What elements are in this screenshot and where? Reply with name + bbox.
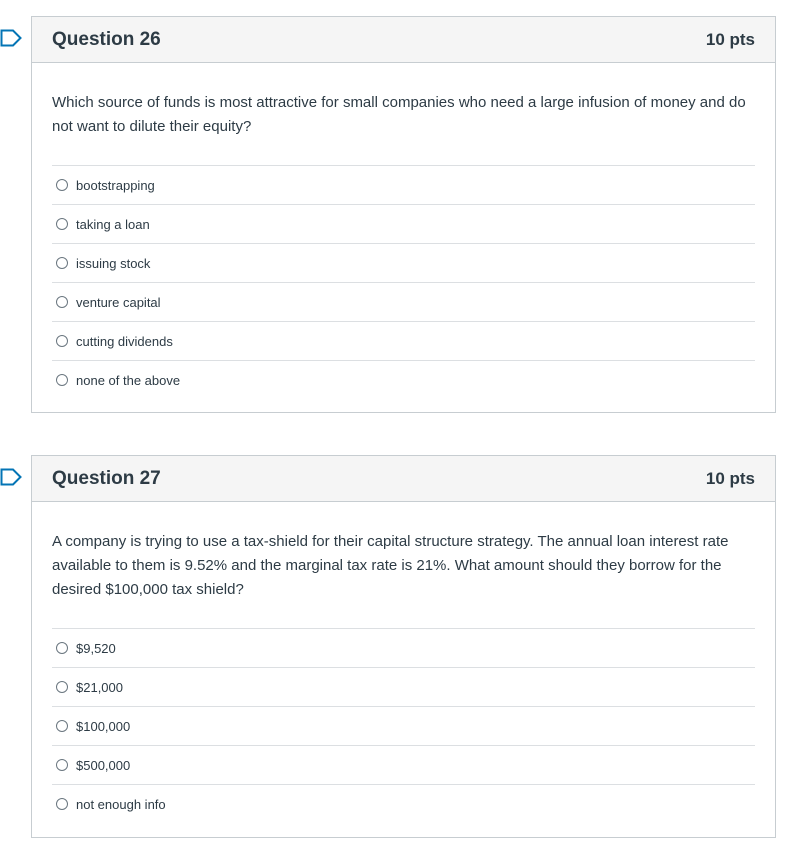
answer-option[interactable] <box>52 784 755 823</box>
radio-unchecked-icon[interactable] <box>56 179 68 191</box>
question-header <box>32 456 775 502</box>
answer-option[interactable] <box>52 706 755 745</box>
answer-label[interactable]: venture capital <box>76 294 161 310</box>
question-27-card <box>31 455 776 838</box>
radio-unchecked-icon[interactable] <box>56 374 68 386</box>
radio-unchecked-icon[interactable] <box>56 798 68 810</box>
radio-unchecked-icon[interactable] <box>56 257 68 269</box>
answer-option[interactable] <box>52 360 755 399</box>
answer-option[interactable] <box>52 204 755 243</box>
question-points: 10 pts <box>705 29 755 49</box>
flag-question-icon[interactable] <box>0 29 22 47</box>
answer-label[interactable]: cutting dividends <box>76 333 173 349</box>
radio-unchecked-icon[interactable] <box>56 296 68 308</box>
flag-question-icon[interactable] <box>0 468 22 486</box>
answer-label[interactable]: issuing stock <box>76 255 151 271</box>
answer-option[interactable] <box>52 282 755 321</box>
answer-label[interactable]: $21,000 <box>76 679 123 695</box>
question-text: A company is trying to use a tax-shield for their capital structure strategy. The annual loan interest rate available to them is 9.52% and the marginal tax rate is 21%. What amount should they borrow for the desired $100,000 tax shield? <box>52 533 729 598</box>
answer-label[interactable]: not enough info <box>76 796 166 812</box>
radio-unchecked-icon[interactable] <box>56 218 68 230</box>
radio-unchecked-icon[interactable] <box>56 642 68 654</box>
answer-option[interactable] <box>52 165 755 204</box>
question-26-card <box>31 16 776 413</box>
question-title: Question 27 <box>52 467 161 489</box>
question-points: 10 pts <box>705 468 755 488</box>
radio-unchecked-icon[interactable] <box>56 759 68 771</box>
answer-option[interactable] <box>52 628 755 667</box>
radio-unchecked-icon[interactable] <box>56 335 68 347</box>
answer-option[interactable] <box>52 667 755 706</box>
answer-list <box>52 628 755 823</box>
question-header <box>32 17 775 63</box>
answer-list <box>52 165 755 399</box>
answer-label[interactable]: bootstrapping <box>76 177 155 193</box>
question-title: Question 26 <box>52 28 161 50</box>
answer-label[interactable]: taking a loan <box>76 216 150 232</box>
answer-label[interactable]: $500,000 <box>76 757 131 773</box>
question-text: Which source of funds is most attractive for small companies who need a large infusion of money and do not want to dilute their equity? <box>52 94 746 135</box>
answer-label[interactable]: $9,520 <box>76 640 116 656</box>
answer-option[interactable] <box>52 321 755 360</box>
answer-label[interactable]: none of the above <box>76 372 181 388</box>
answer-label[interactable]: $100,000 <box>76 718 131 734</box>
radio-unchecked-icon[interactable] <box>56 720 68 732</box>
answer-option[interactable] <box>52 243 755 282</box>
answer-option[interactable] <box>52 745 755 784</box>
radio-unchecked-icon[interactable] <box>56 681 68 693</box>
